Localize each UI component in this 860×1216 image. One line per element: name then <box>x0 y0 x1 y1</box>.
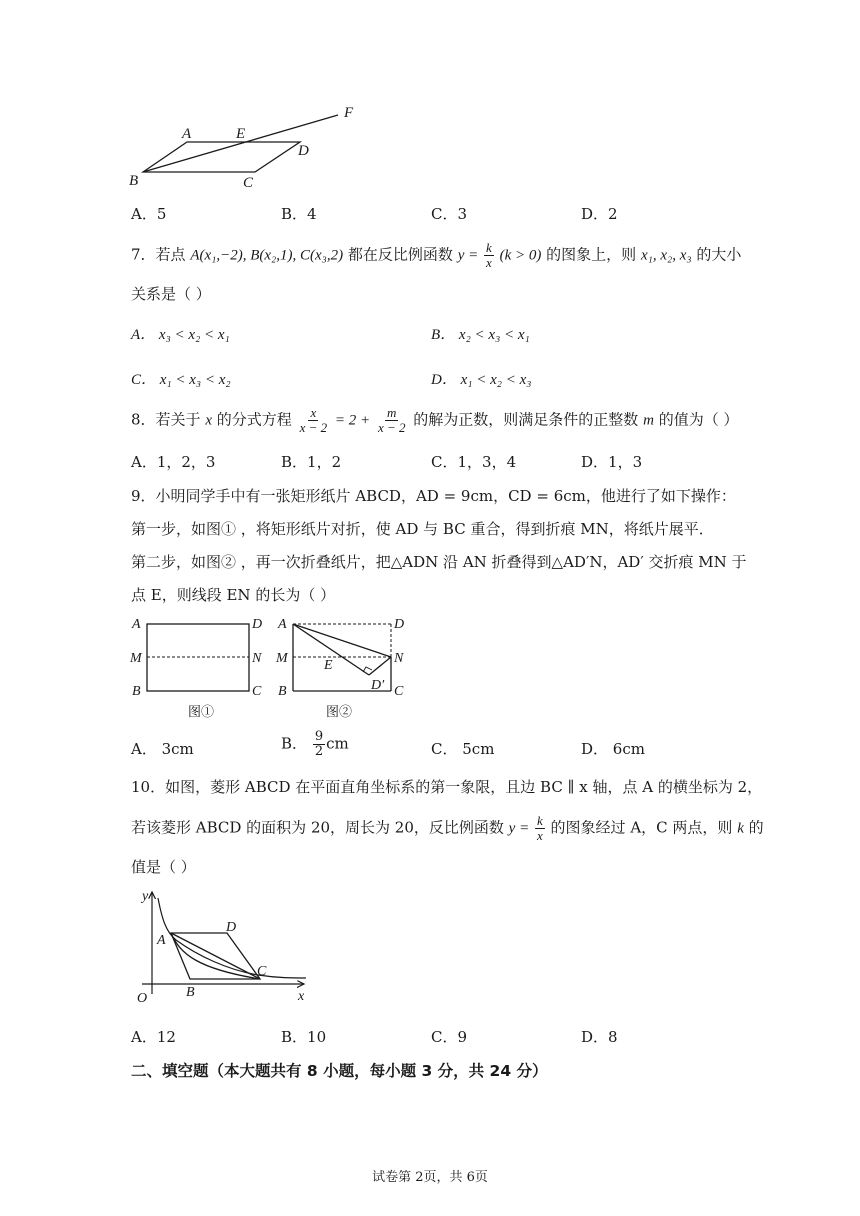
q8-text-c: 的解为正数，则满足条件的正整数 <box>413 410 639 429</box>
q10-label-x: x <box>298 989 305 1004</box>
q9-option-b-letter: B． <box>281 734 308 753</box>
q10-option-a[interactable]: A．12 <box>131 1028 176 1046</box>
q8-f1-num: x <box>310 405 317 420</box>
q8-option-d[interactable]: D．1，3 <box>581 453 643 471</box>
q10-option-d[interactable]: D．8 <box>581 1028 618 1046</box>
q8-option-c[interactable]: C．1，3，4 <box>431 453 517 471</box>
q7-text-d: 的大小 <box>696 245 742 264</box>
q9-fig2-caption: 图② <box>326 704 353 719</box>
q10-text-c: 的 <box>748 818 764 837</box>
q10-func-fraction <box>535 814 545 843</box>
q10-figure <box>128 884 318 1010</box>
q9-fig1-label-b: B <box>132 684 141 699</box>
q6-figure <box>125 100 365 195</box>
q9-fig2-label-c: C <box>394 684 404 699</box>
q8-f2-den: x − 2 <box>377 420 406 435</box>
q10-stem-line2 <box>131 814 764 843</box>
q8-option-a[interactable]: A．1，2，3 <box>131 453 216 471</box>
q10-stem-line3: 值是（ ） <box>131 858 196 876</box>
q7-number: 7． <box>131 245 156 264</box>
q6-label-d: D <box>298 143 309 159</box>
q7-func-cond: (k > 0) <box>499 247 542 264</box>
section-2-heading: 二、填空题（本大题共有 8 小题，每小题 3 分，共 24 分） <box>131 1062 548 1080</box>
q9-fig1-label-d: D <box>252 617 263 632</box>
q9-fig2-label-n: N <box>394 651 404 666</box>
q10-text-a: 若该菱形 ABCD 的面积为 20，周长为 20，反比例函数 <box>131 818 504 837</box>
q8-text-d: 的值为（ ） <box>658 410 739 429</box>
q9-fig2-segment-d-prime-n <box>369 657 391 675</box>
q6-parallelogram <box>143 142 300 172</box>
q7-func-den: x <box>486 255 492 270</box>
q9-figure-1 <box>128 612 273 722</box>
q8-mid: = 2 + <box>334 412 371 429</box>
q9-fig2-label-d-prime: D′ <box>371 678 385 693</box>
q9-fig1-label-n: N <box>252 651 262 666</box>
q10-func-den: x <box>536 828 543 843</box>
q9-stem-line2: 第一步，如图① ，将矩形纸片对折，使 AD 与 BC 重合，得到折痕 MN，将纸片展平． <box>131 520 714 538</box>
q8-stem <box>131 406 738 435</box>
q9-option-b[interactable] <box>281 730 349 759</box>
q9-option-b-fraction <box>313 730 325 759</box>
q7-stem-line2: 关系是（ ） <box>131 285 211 303</box>
q6-label-c: C <box>243 175 254 191</box>
q9-option-d[interactable]: D． 6cm <box>581 740 645 758</box>
q9-figure-2 <box>274 612 419 722</box>
q9-fig2-label-e: E <box>324 658 333 673</box>
q8-fraction-2 <box>376 406 408 435</box>
q10-label-c: C <box>257 964 267 979</box>
q6-option-d[interactable]: D．2 <box>581 205 618 223</box>
q10-label-d: D <box>226 920 237 935</box>
q10-var-k: k <box>737 820 744 837</box>
q7-option-b[interactable]: B． x₂ < x₃ < x₁ <box>431 327 530 343</box>
q7-text-b: 都在反比例函数 <box>347 245 453 264</box>
q9-fig2-label-a: A <box>278 617 287 632</box>
q10-label-y: y <box>142 889 149 904</box>
q9-fig1-label-a: A <box>132 617 141 632</box>
q10-label-a: A <box>157 933 166 948</box>
q9-fig2-label-d: D <box>394 617 405 632</box>
q8-option-b[interactable]: B．1，2 <box>281 453 342 471</box>
q6-label-f: F <box>344 105 354 121</box>
q8-f1-den: x − 2 <box>299 420 328 435</box>
q8-text-b: 的分式方程 <box>216 410 292 429</box>
q10-label-b: B <box>186 985 195 1000</box>
q7-vars: x₁, x₂, x₃ <box>640 247 692 264</box>
q6-option-b[interactable]: B．4 <box>281 205 317 223</box>
q8-fraction-1 <box>298 406 330 435</box>
q9-option-b-num: 9 <box>314 729 324 744</box>
q6-label-b: B <box>129 173 139 189</box>
q9-fig1-label-c: C <box>252 684 262 699</box>
q7-option-a[interactable]: A． x₃ < x₂ < x₁ <box>131 327 230 343</box>
q7-text-a: 若点 <box>155 245 186 264</box>
q9-stem-line1: 9．小明同学手中有一张矩形纸片 ABCD，AD = 9cm，CD = 6cm，他进行了如下操作： <box>131 487 736 505</box>
q6-option-a[interactable]: A．5 <box>131 205 167 223</box>
q10-text-b: 的图象经过 A，C 两点，则 <box>550 818 733 837</box>
q10-option-c[interactable]: C．9 <box>431 1028 468 1046</box>
q9-stem-line4: 点 E，则线段 EN 的长为（ ） <box>131 586 336 604</box>
q9-fig2-label-m: M <box>276 651 288 666</box>
q9-option-a[interactable]: A． 3cm <box>131 740 194 758</box>
q6-label-e: E <box>236 126 246 142</box>
q6-label-a: A <box>182 126 192 142</box>
q8-var-x: x <box>205 412 213 429</box>
q8-f2-num: m <box>387 405 397 420</box>
q9-option-b-den: 2 <box>314 744 324 759</box>
q10-func-num: k <box>536 813 543 828</box>
q7-option-c[interactable]: C． x₁ < x₃ < x₂ <box>131 372 231 388</box>
q10-option-b[interactable]: B．10 <box>281 1028 327 1046</box>
q9-option-b-unit: cm <box>326 734 349 753</box>
q7-func-fraction <box>484 241 494 270</box>
page-footer: 试卷第 2页，共 6页 <box>372 1170 488 1185</box>
q9-fig1-label-m: M <box>130 651 142 666</box>
q9-fig1-caption: 图① <box>188 704 215 719</box>
q7-option-d[interactable]: D． x₁ < x₂ < x₃ <box>431 372 532 388</box>
q9-stem-line3: 第二步，如图② ，再一次折叠纸片，把△ADN 沿 AN 折叠得到△AD′N，AD′ 交折痕 MN 于 <box>131 553 747 571</box>
q9-fig2-fold-an <box>293 624 391 657</box>
q7-stem-line1 <box>131 241 741 270</box>
q7-text-c: 的图象上，则 <box>546 245 637 264</box>
q9-option-c[interactable]: C． 5cm <box>431 740 495 758</box>
q6-option-c[interactable]: C．3 <box>431 205 468 223</box>
q10-stem-line1: 10．如图，菱形 ABCD 在平面直角坐标系的第一象限，且边 BC ∥ x 轴，点 A 的横坐标为 2， <box>131 778 763 796</box>
q7-points: A(x₁,−2), B(x₂,1), C(x₃,2) <box>190 247 344 264</box>
q8-number: 8． <box>131 410 156 429</box>
q10-label-o: O <box>137 991 148 1006</box>
q10-func-lhs: y = <box>508 820 530 837</box>
q10-diagonal-ac <box>171 933 260 979</box>
q9-fig2-label-b: B <box>278 684 287 699</box>
q8-var-m: m <box>643 412 654 429</box>
q7-func-lhs: y = <box>457 247 479 264</box>
q8-text-a: 若关于 <box>155 410 201 429</box>
q7-func-num: k <box>486 240 492 255</box>
